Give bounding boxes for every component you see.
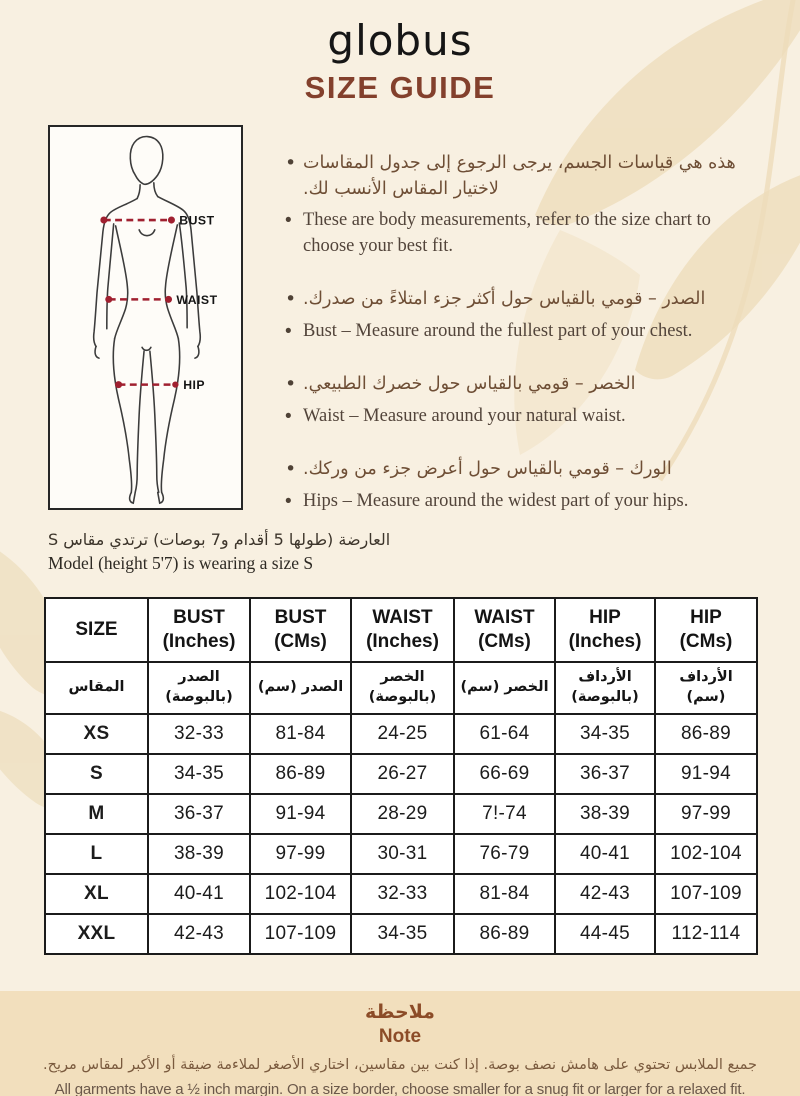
brand-logo: globus (327, 16, 473, 65)
measurement-cell: 36-37 (555, 754, 655, 794)
column-header-arabic: المقاس (45, 662, 148, 714)
measurement-cell: 107-109 (250, 914, 351, 954)
bullet-icon: • (285, 152, 297, 174)
bullet-icon: • (285, 373, 297, 396)
column-header: WAIST (Inches) (351, 598, 454, 662)
measurement-cell: 44-45 (555, 914, 655, 954)
size-cell: XS (45, 714, 148, 754)
instruction-text-english: Bust – Measure around the fullest part of your chest. (303, 320, 693, 341)
table-row (45, 834, 757, 874)
table-header-row-arabic (45, 662, 757, 714)
page-title: SIZE GUIDE (304, 70, 496, 105)
measurement-cell: 102-104 (250, 874, 351, 914)
measurement-cell: 38-39 (148, 834, 250, 874)
instruction-text-arabic: الصدر – قومي بالقياس حول أكثر جزء امتلاءً من صدرك. (303, 289, 706, 310)
measurement-cell: 36-37 (148, 794, 250, 834)
instruction-item (285, 403, 758, 431)
measurement-cell: 86-89 (454, 914, 555, 954)
note-body-arabic: جميع الملابس تحتوي على هامش نصف بوصة. إذا كنت بين مقاسين، اختاري الأصغر لملاءمة ضيقة أو الأكبر لمقاس مريح. (43, 1057, 757, 1074)
measurement-cell: 81-84 (454, 874, 555, 914)
instruction-item (285, 488, 758, 516)
column-header: SIZE (45, 598, 148, 662)
model-note-english: Model (height 5'7) is wearing a size S (48, 553, 314, 574)
waist-label: WAIST (176, 292, 218, 307)
table-row (45, 794, 757, 834)
column-header-arabic: الصدر (سم) (250, 662, 351, 714)
column-header: HIP (CMs) (655, 598, 757, 662)
measurement-cell: 76-79 (454, 834, 555, 874)
instruction-item (285, 150, 758, 203)
measurement-cell: 34-35 (351, 914, 454, 954)
note-title-arabic: ملاحظة (365, 1001, 435, 1023)
column-header: HIP (Inches) (555, 598, 655, 662)
bullet-icon: • (285, 209, 292, 231)
body-outline-illustration (50, 127, 241, 508)
instruction-text-arabic: الورك – قومي بالقياس حول أعرض جزء من وركك. (303, 459, 672, 480)
size-table-body (45, 714, 757, 954)
measurement-cell: 40-41 (555, 834, 655, 874)
column-header-arabic: الخصر (سم) (454, 662, 555, 714)
column-header-arabic: الصدر (بالبوصة) (148, 662, 250, 714)
column-header-arabic: الأرداف (سم) (655, 662, 757, 714)
instruction-item (285, 318, 758, 346)
bust-label: BUST (179, 213, 215, 228)
measurement-cell: 42-43 (148, 914, 250, 954)
column-header-arabic: الخصر (بالبوصة) (351, 662, 454, 714)
instruction-item (285, 456, 758, 484)
column-header: BUST (CMs) (250, 598, 351, 662)
measurement-cell: 97-99 (655, 794, 757, 834)
bullet-icon: • (285, 405, 292, 427)
measurement-cell: 107-109 (655, 874, 757, 914)
table-header-row-english (45, 598, 757, 662)
note-section (0, 991, 800, 1096)
measurement-cell: 40-41 (148, 874, 250, 914)
table-row (45, 874, 757, 914)
measurement-cell: 102-104 (655, 834, 757, 874)
bullet-icon: • (285, 288, 297, 311)
measurement-cell: 81-84 (250, 714, 351, 754)
table-row (45, 714, 757, 754)
table-row (45, 754, 757, 794)
bullet-icon: • (285, 458, 297, 481)
measurement-cell: 86-89 (655, 714, 757, 754)
measurement-cell: 28-29 (351, 794, 454, 834)
table-row (45, 914, 757, 954)
measurement-cell: 112-114 (655, 914, 757, 954)
measurement-cell: 7!-74 (454, 794, 555, 834)
measurement-cell: 91-94 (655, 754, 757, 794)
column-header: WAIST (CMs) (454, 598, 555, 662)
measurement-cell: 86-89 (250, 754, 351, 794)
size-cell: S (45, 754, 148, 794)
measurement-cell: 38-39 (555, 794, 655, 834)
instruction-text-arabic: هذه هي قياسات الجسم، يرجى الرجوع إلى جدول المقاسات لاختيار المقاس الأنسب لك. (303, 153, 736, 200)
bullet-icon: • (285, 490, 292, 512)
size-cell: XL (45, 874, 148, 914)
measurement-cell: 34-35 (555, 714, 655, 754)
measurement-cell: 30-31 (351, 834, 454, 874)
instruction-list (285, 150, 758, 515)
instruction-text-arabic: الخصر – قومي بالقياس حول خصرك الطبيعي. (303, 374, 636, 395)
measurement-cell: 24-25 (351, 714, 454, 754)
measurement-cell: 42-43 (555, 874, 655, 914)
instruction-text-english: Waist – Measure around your natural waist. (303, 405, 626, 426)
instruction-item (285, 207, 758, 261)
size-table (44, 597, 758, 955)
instruction-text-english: Hips – Measure around the widest part of your hips. (303, 490, 689, 511)
bullet-icon: • (285, 320, 292, 342)
instruction-item (285, 371, 758, 399)
size-cell: L (45, 834, 148, 874)
hip-label: HIP (183, 378, 206, 393)
column-header-arabic: الأرداف (بالبوصة) (555, 662, 655, 714)
instruction-text-english: These are body measurements, refer to the size chart to choose your best fit. (303, 209, 711, 257)
note-title-english: Note (378, 1025, 422, 1047)
measurement-cell: 97-99 (250, 834, 351, 874)
measurement-cell: 91-94 (250, 794, 351, 834)
size-cell: M (45, 794, 148, 834)
instruction-item (285, 286, 758, 314)
measurement-cell: 34-35 (148, 754, 250, 794)
measurement-cell: 32-33 (351, 874, 454, 914)
measurement-cell: 26-27 (351, 754, 454, 794)
measurement-cell: 61-64 (454, 714, 555, 754)
note-body-english: All garments have a ½ inch margin. On a size border, choose smaller for a snug fit or larger for a relaxed fit. (54, 1080, 746, 1096)
body-measurement-diagram (48, 125, 243, 510)
column-header: BUST (Inches) (148, 598, 250, 662)
size-cell: XXL (45, 914, 148, 954)
measurement-cell: 32-33 (148, 714, 250, 754)
model-note-arabic: العارضة (طولها 5 أقدام و7 بوصات) ترتدي مقاس S (48, 530, 391, 549)
measurement-cell: 66-69 (454, 754, 555, 794)
model-note (48, 528, 568, 576)
